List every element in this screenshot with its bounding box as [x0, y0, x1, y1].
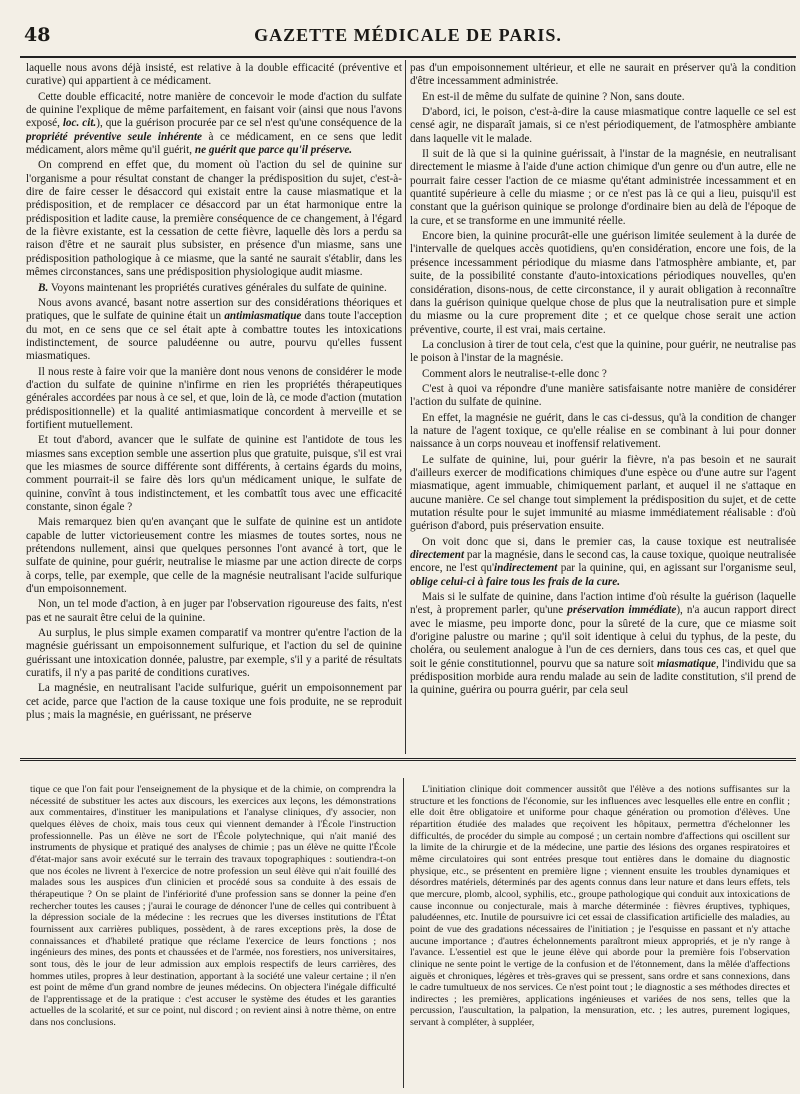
paragraph — [30, 784, 396, 1029]
text-run: Encore bien, la quinine procurât-elle une guérison limitée seulement à la durée de l'intervalle de quelques accès quotidiens, qu'en considération, encore une fois, de la présence incessamment périodique du miasme dans l'atmosphère ambiante, et, par suite, de la possibilité constante d'auto-intoxications périodiques nouvelles, qu'en considération, disons-nous, de cette circonstance, il y aurait obligation à reconnaître dans la guérison quinique quelque chose de plus que la neutralisation pure et simple du miasme ou la cure proprement dite ; et ce quelque chose serait une action préventive, courte, il est vrai, mais certaine. — [410, 230, 796, 336]
page-number: 48 — [24, 24, 51, 46]
emphasized-text: oblige celui-ci à faire tous les frais de la cure. — [410, 575, 621, 588]
paragraph — [410, 383, 796, 410]
paragraph — [410, 784, 790, 1029]
text-run: à ce médicament, en ce sens que ledit médicament, alors même qu'il guérit, — [26, 130, 402, 157]
feuilleton-separator — [20, 758, 796, 761]
paragraph — [410, 412, 796, 452]
paragraph — [26, 682, 402, 722]
text-run: pas d'un empoisonnement ultérieur, et elle ne saurait en préserver qu'à la condition d'être incessamment administrée. — [410, 62, 796, 88]
paragraph — [26, 434, 402, 514]
text-run: On voit donc que si, dans le premier cas, la cause toxique est neutralisée — [422, 535, 796, 548]
text-run: tique ce que l'on fait pour l'enseignement de la physique et de la chimie, on comprendra la nécessité de substituer les actes aux discours, les exercices aux leçons, les démonstrations aux commentaires, d'instituer les manipulations et l'analyse cliniques, d'y associer, non quelques élèves de choix, mais tous ceux qui viennent demander à l'École l'instruction professionnelle. Pas un élève ne sort de l'École polytechnique, qui n'ait manié des instruments de physique et pratiqué des analyses de chimie ; pas un élève ne quitte l'École d'état-major sans avoir exécuté sur le terrain des travaux topographiques : soutiendra-t-on que nos écoles ne livrent à l'exercice de notre profession un seul élève qui n'ait fouillé des malades sous les auspices d'un clinicien et procédé sous sa conduite à des essais de thérapeutique ? On se plaint de l'infériorité d'une profession sans se donner la peine d'en rechercher toutes les causes ; j'aurai le courage de dénoncer l'une de celles qui contribuent à la dépression sociale de la médecine : les recrues que les diverses institutions de l'État fournissent aux carrières publiques, possèdent, à de rares exceptions près, la dose de connaissances et d'habileté pratique que réclame l'exercice de leurs fonctions ; nos ingénieurs des mines, des ponts et chaussées et de l'armée, nos forestiers, nos universitaires, sont tous, dès le jour de leur admission aux emplois respectifs de leurs carrières, des hommes utiles, propres à leur destination, apportant à la société une valeur certaine ; il n'en est point de même d'un grand nombre de jeunes médecins. On objectera l'inégale difficulté de l'apprentissage et de la pratique : c'est accuser le système des études et les garanties actuelles de la scolarité, et sur ce point, nul discord ; on revient ainsi à notre thème, on entre dans nos conclusions. — [30, 784, 396, 1029]
emphasized-text: loc. cit. — [62, 117, 97, 130]
text-run: par la quinine, qui, en agissant sur l'organisme seul, — [557, 562, 796, 575]
paragraph — [410, 454, 796, 534]
text-run: Nous avons avancé, basant notre assertion sur des considérations théoriques et pratiques, que le sulfate de quinine était un — [26, 296, 402, 323]
emphasized-text: ne guérit que parce qu'il préserve. — [194, 144, 353, 157]
paragraph — [410, 91, 796, 104]
text-run: Il nous reste à faire voir que la manière dont nous venons de considérer le mode d'action du sulfate de quinine n'infirme en rien les propriétés thérapeutiques générales accordées par nous à ce sel, et que, loin de là, ce mode d'action (mutation prédispositionnelle) et la qualité antimiasmatique concordent à merveille et se fortifient mutuellement. — [26, 365, 402, 431]
paragraph — [26, 516, 402, 596]
paragraph — [26, 282, 402, 295]
text-run: Comment alors le neutralise-t-elle donc ? — [422, 367, 607, 380]
paragraph — [26, 91, 402, 158]
text-run: C'est à quoi va répondre d'une manière satisfaisante notre manière de considérer l'action du sulfate de quinine. — [410, 382, 796, 409]
upper-left-column — [26, 62, 402, 754]
text-run: Au surplus, le plus simple examen comparatif va montrer qu'entre l'action de la magnésie guérissant un empoisonnement sulfurique, et l'action du sel de quinine guérissant une intoxication donnée, palustre, par exemple, s'il y a parité de résultats curatifs, il n'y a pas parité de conditions curatives. — [26, 627, 402, 680]
lower-left-column — [30, 784, 396, 1084]
text-run: Le sulfate de quinine, lui, pour guérir la fièvre, n'a pas besoin et ne saurait d'ailleurs exercer de modifications chimiques d'une espèce ou d'une autre sur l'agent miasmatique, agent immuable, chimiquement parlant, et auquel il ne s'attaque en aucune manière. Ce sel change tout simplement la prédisposition du sujet, et de cette mutation résulte pour le sujet immunité au miasme immédiatement réalisable : d'où guérison d'abord, puis préservation ensuite. — [410, 453, 796, 533]
text-run: Il suit de là que si la quinine guérissait, à l'instar de la magnésie, en neutralisant directement le miasme à l'aide d'une action chimique d'un genre ou d'un autre, elle ne pourrait faire cesser l'action de ce miasme qu'étant administrée incessamment et en quantité supérieure à celle du miasme ; or ce n'est pas là ce qui a lieu, puisqu'il est constant que la guérison quinique se prolonge d'ordinaire bien au delà de l'époque de la cure, et se transforme en une immunité réelle. — [410, 148, 796, 227]
paragraph — [410, 106, 796, 146]
lower-right-column — [410, 784, 790, 1084]
text-run: On comprend en effet que, du moment où l'action du sel de quinine sur l'organisme a pour résultat constant de changer la prédisposition du sujet, c'est-à-dire de faire cesser le désaccord qui existait entre la cause miasmatique et la prédisposition, et de remplacer ce désaccord par un état harmonique entre la prédisposition et ladite cause, la première conséquence de ce changement, à l'égard de la fièvre existante, est la cessation de cette fièvre, laquelle dès lors a perdu sa raison d'être et ne saurait plus subsister, en présence d'un miasme, sans une prédisposition pathologique à ce miasme, que la santé ne saurait s'établir, dans les mêmes circonstances, sans une prédisposition physiologique audit miasme. — [26, 159, 402, 279]
text-run: En est-il de même du sulfate de quinine ? Non, sans doute. — [422, 90, 685, 103]
paragraph — [26, 159, 402, 279]
header-rule — [20, 56, 796, 58]
column-divider — [403, 778, 404, 1088]
emphasized-text: B. — [38, 281, 49, 294]
emphasized-text: directement — [410, 549, 465, 562]
upper-right-column — [410, 62, 796, 754]
text-run: Voyons maintenant les propriétés curatives générales du sulfate de quinine. — [48, 281, 387, 294]
text-run: dans toute l'acception du mot, en ce sens que ce sel était apte à combattre toutes les intoxications indistinctement, de source paludéenne ou autre, pourvu qu'elles fussent miasmatiques. — [26, 310, 402, 363]
paragraph — [410, 148, 796, 228]
emphasized-text: antimiasmatique — [224, 310, 302, 323]
emphasized-text: préservation immédiate — [567, 604, 677, 617]
text-run: ), n'a aucun rapport direct avec le miasme, peu importe donc, pour la sûreté de la cure, que ce miasme soit d'origine palustre ou marine ; qu'il soit identique à celui du typhus, de la peste, du choléra, ou seulement analogue à l'un de ces derniers, dans tous ces cas, et quel que soit le génie constitutionnel, pourvu que sa nature soit — [410, 604, 796, 670]
text-run: par la magnésie, dans le second cas, la cause toxique, quoique neutralisée encore, ne l'est qu' — [410, 549, 796, 575]
column-divider — [405, 60, 406, 754]
emphasized-text: miasmatique — [656, 657, 717, 670]
text-run: ), que la guérison procurée par ce sel n'est qu'une conséquence de la — [96, 117, 402, 130]
journal-title: GAZETTE MÉDICALE DE PARIS. — [254, 25, 562, 45]
text-run: Mais remarquez bien qu'en avançant que le sulfate de quinine est un antidote capable de lutter victorieusement contre les miasmes de toutes sortes, nous ne prétendons nullement, ainsi que quelques personnes l'ont avancé à tort, que le sulfate de quinine, pour guérir, neutralise le miasme par une action directe de corps à corps, telle, par exemple, que celle de la magnésie neutralisant l'acide sulfurique d'un empoisonnement. — [26, 516, 402, 596]
text-run: laquelle nous avons déjà insisté, est relative à la double efficacité (préventive et curative) qui appartient à ce médicament. — [26, 62, 402, 88]
paragraph — [26, 297, 402, 364]
text-run: Mais si le sulfate de quinine, dans l'action intime d'où résulte la guérison (laquelle n'est, à proprement parler, qu'une — [410, 591, 796, 617]
text-run: D'abord, ici, le poison, c'est-à-dire la cause miasmatique contre laquelle ce sel est censé agir, ne disparaît jamais, si ce n'est périodiquement, de l'atmosphère ambiante dans laquelle vit le malade. — [410, 106, 796, 145]
paragraph — [410, 230, 796, 337]
text-run: En effet, la magnésie ne guérit, dans le cas ci-dessus, qu'à la condition de changer la nature de l'agent toxique, ce qu'elle réalise en se combinant à lui pour donner naissance à un corps nouveau et inoffensif relativement. — [410, 411, 796, 451]
text-run: Cette double efficacité, notre manière de concevoir le mode d'action du sulfate de quinine l'explique de même parfaitement, en faisant voir (ainsi que nous l'avons exposé, — [26, 90, 402, 130]
paragraph — [26, 598, 402, 625]
text-run: , l'individu que sa prédisposition morbide aura rendu malade au sein de ladite constitution, s'il prend de la quinine, guérira ou pourra guérir, par cela seul — [410, 657, 796, 697]
text-run: L'initiation clinique doit commencer aussitôt que l'élève a des notions suffisantes sur la structure et les fonctions de l'économie, sur les influences avec lesquelles elle entre en conflit ; elle doit être obligatoire et uniforme pour chaque génération ou promotion d'élèves. Une répartition étudiée des malades que reçoivent les hôpitaux, permettra d'échelonner les difficultés, de procéder du simple au composé ; un certain nombre d'affections qui oscillent sur la limite de la chirurgie et de la médecine, une partie des lésions des organes respiratoires et même circulatoires qui sont entrées presque tout entières dans le domaine du diagnostic physique, etc., se présentent en première ligne ; viennent ensuite les troubles dynamiques et désordres matériels, déterminés par des agents connus dans leur nature et dans leurs effets, tels que mercure, plomb, alcool, syphilis, etc., groupe pathologique qui conduit aux intoxications de cause inconnue ou conjecturale, mais à marche déterminée : fièvres éruptives, typhiques, paludéennes, etc. Inutile de poursuivre ici cet essai de classification artificielle des maladies, au point de vue des gradations nécessaires de l'initiation ; je l'esquisse en passant et n'y attache aucune importance ; d'autres échelonnements paraîtront mieux appropriés, et je n'y range à l'avance. L'essentiel est que le jeune élève qui aborde pour la première fois l'observation clinique ne sente point le vertige de la confusion et de l'étonnement, dans la mêlée d'affections aiguës et chroniques, légères et très-graves qui se pressent, sans ordre et sans connexions, dans le cadre tumultueux de nos services. Ce n'est point tout ; le diagnostic a ses méthodes directes et indirectes ; les premières, applications ingénieuses et variées de nos sens, telles que la percussion, l'auscultation, la palpation, la mensuration, etc. ; les autres, purement logiques, servant à compléter, à suppléer, — [410, 784, 790, 1029]
emphasized-text: propriété préventive seule inhérente — [26, 130, 203, 143]
paragraph — [26, 62, 402, 89]
paragraph — [26, 627, 402, 680]
text-run: Non, un tel mode d'action, à en juger par l'observation rigoureuse des faits, n'est pas et ne saurait être celui de la quinine. — [26, 598, 402, 624]
text-run: La conclusion à tirer de tout cela, c'est que la quinine, pour guérir, ne neutralise pas le poison à l'instar de la magnésie. — [410, 338, 796, 365]
text-run: Et tout d'abord, avancer que le sulfate de quinine est l'antidote de tous les miasmes sans exception semble une assertion plus que gratuite, puisque, s'il est vrai que les miasmes de source différente sont différents, à certains égards du moins, comment pourrait-il se faire dès lors qu'un médicament unique, le sulfate de quinine, convînt à tous indistinctement, et les combattît tous avec une efficacité constante, sinon égale ? — [26, 434, 402, 513]
text-run: La magnésie, en neutralisant l'acide sulfurique, guérit un empoisonnement par cet acide, parce que l'action de la cause toxique une fois produite, ne se reproduit plus ; mais la magnésie, en guérissant, ne préserve — [26, 682, 402, 722]
paragraph — [410, 368, 796, 381]
paragraph — [410, 536, 796, 589]
emphasized-text: indirectement — [494, 562, 558, 575]
page-header — [18, 24, 798, 52]
paragraph — [410, 62, 796, 89]
paragraph — [410, 591, 796, 698]
paragraph — [410, 339, 796, 366]
paragraph — [26, 366, 402, 433]
